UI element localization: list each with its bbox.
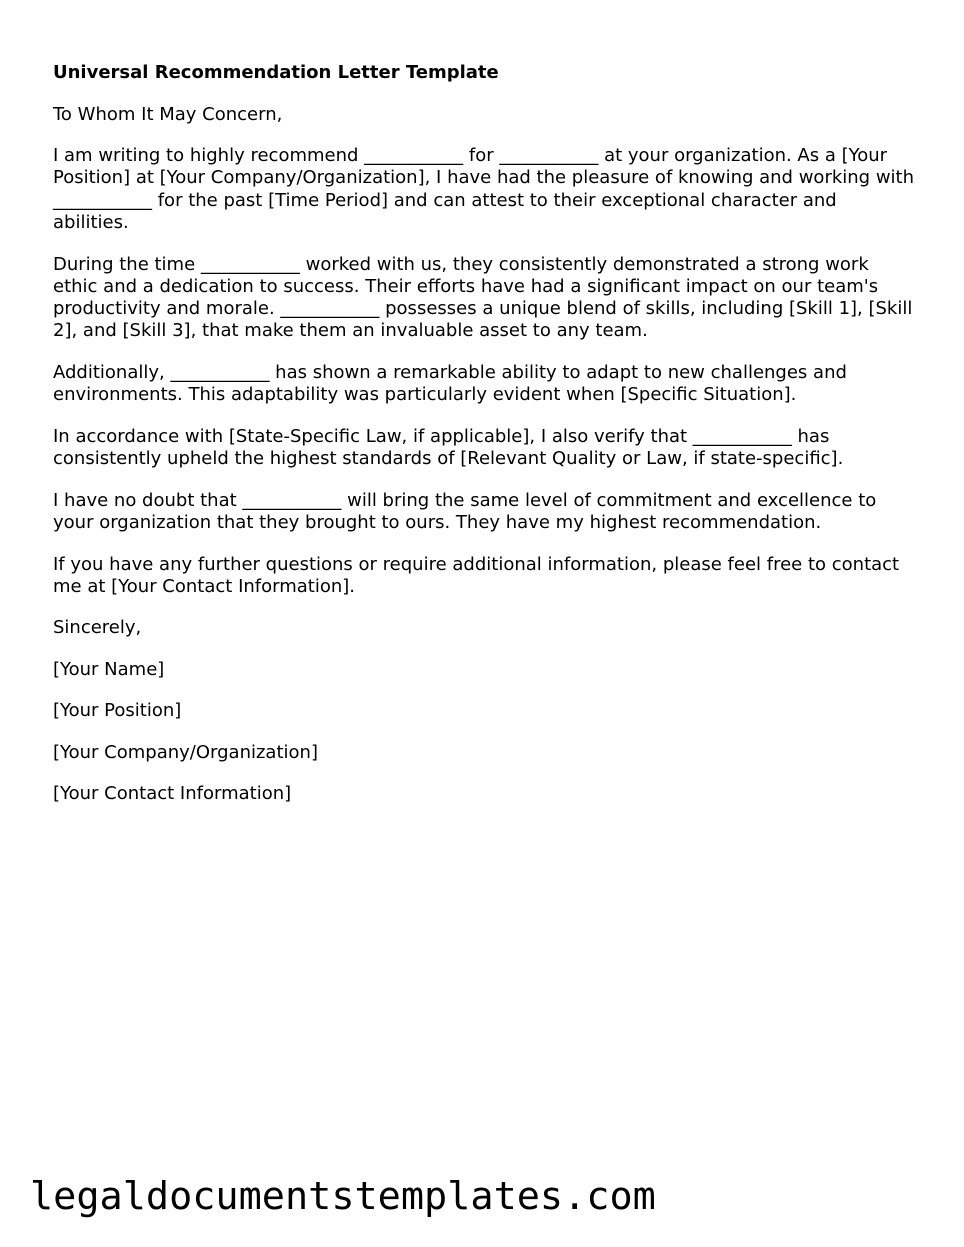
signature-contact: [Your Contact Information]: [53, 783, 292, 805]
paragraph-intro: I am writing to highly recommend ___________ for ___________ at your organization. As a [Your Position] at [Your Company/Organization], I have had the pleasure of knowing and working with ___________ for the past [Time Period] and can attest to their exceptional character and abilities.: [53, 145, 915, 233]
signature-company: [Your Company/Organization]: [53, 741, 318, 763]
letter-document: [53, 62, 915, 825]
closing: Sincerely,: [53, 617, 142, 639]
paragraph-work-ethic: During the time ___________ worked with us, they consistently demonstrated a strong work ethic and a dedication to success. Their efforts have had a significant impact on our team's productivity and morale. ___________ possesses a unique blend of skills, including [Skill 1], [Skill 2], and [Skill 3], that make them an invaluable asset to any team.: [53, 253, 913, 342]
paragraph-state-law: In accordance with [State-Specific Law, if applicable], I also verify that ___________ has consistently upheld the highest standards of [Relevant Quality or Law, if state-specific].: [53, 425, 844, 469]
watermark-text: legaldocumentstemplates.com: [30, 1174, 656, 1219]
signature-name: [Your Name]: [53, 658, 165, 680]
salutation: To Whom It May Concern,: [53, 103, 283, 125]
paragraph-adaptability: Additionally, ___________ has shown a remarkable ability to adapt to new challenges and environments. This adaptability was particularly evident when [Specific Situation].: [53, 361, 847, 406]
paragraph-recommendation: I have no doubt that ___________ will bring the same level of commitment and excellence to your organization that they brought to ours. They have my highest recommendation.: [53, 489, 877, 533]
paragraph-contact: If you have any further questions or require additional information, please feel free to contact me at [Your Contact Information].: [53, 553, 900, 597]
signature-position: [Your Position]: [53, 700, 182, 722]
document-title: Universal Recommendation Letter Template: [53, 62, 499, 83]
